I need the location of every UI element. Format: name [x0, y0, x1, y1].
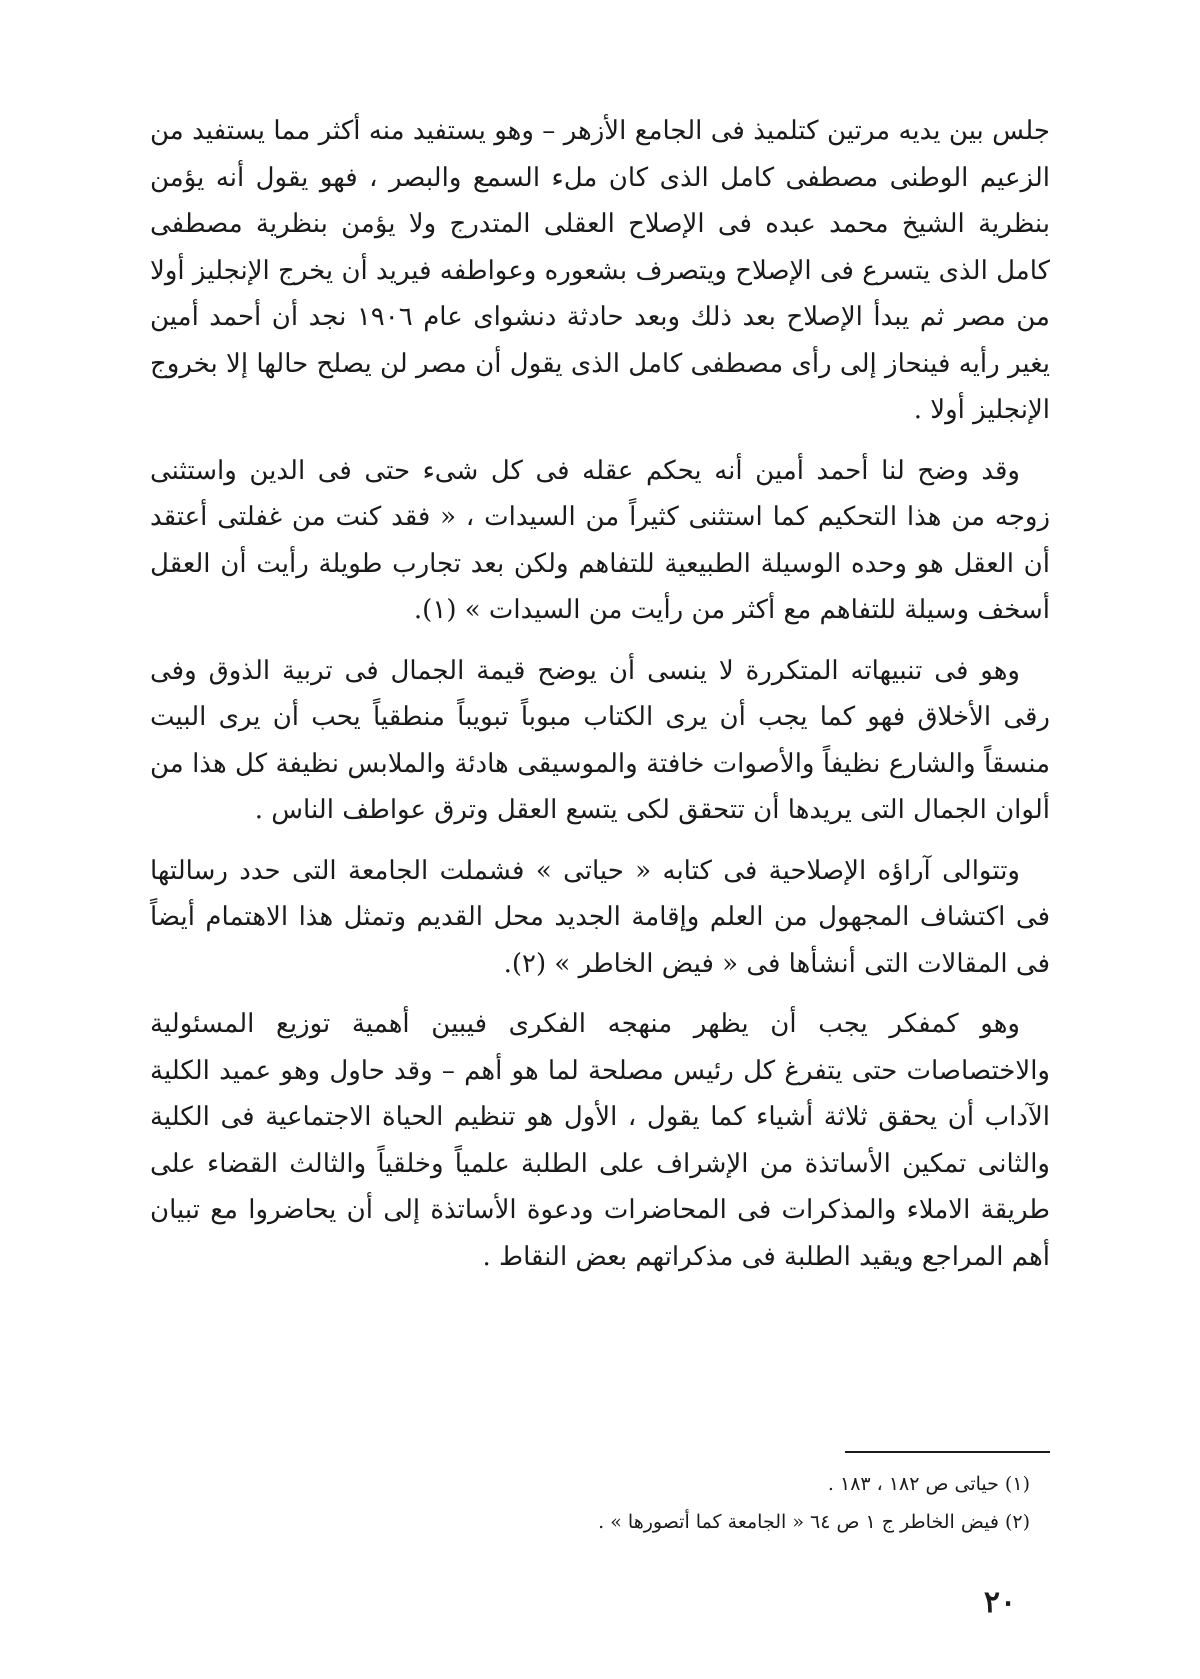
- footnote-1: (١) حياتى ص ١٨٢ ، ١٨٣ .: [827, 1473, 1030, 1495]
- footnote-separator: [845, 1451, 1050, 1453]
- paragraph-1: جلس بين يديه مرتين كتلميذ فى الجامع الأزهر – وهو يستفيد منه أكثر مما يستفيد من الزعيم الوطنى مصطفى كامل الذى كان ملء السمع والبصر ، فهو يقول أنه يؤمن بنظرية الشيخ محمد عبده فى الإصلاح العقلى المتدرج ولا يؤمن بنظرية مصطفى كامل الذى يتسرع فى الإصلاح ويتصرف بشعوره وعواطفه فيريد أن يخرج الإنجليز أولا من مصر ثم يبدأ الإصلاح بعد ذلك وبعد حادثة دنشواى عام ١٩٠٦ نجد أن أحمد أمين يغير رأيه فينحاز إلى رأى مصطفى كامل الذى يقول أن مصر لن يصلح حالها إلا بخروج الإنجليز أولا .: [150, 116, 1050, 425]
- paragraph-4: وتتوالى آراؤه الإصلاحية فى كتابه « حياتى » فشملت الجامعة التى حدد رسالتها فى اكتشاف المجهول من العلم وإقامة الجديد محل القديم وتمثل هذا الاهتمام أيضاً فى المقالات التى أنشأها فى « فيض الخاطر » (٢).: [150, 855, 1050, 979]
- footnote-2: (٢) فيض الخاطر ج ١ ص ٦٤ « الجامعة كما أتصورها » .: [598, 1511, 1030, 1533]
- body-text: [150, 108, 1050, 1294]
- footnotes: [150, 1465, 1050, 1541]
- paragraph-3: وهو فى تنبيهاته المتكررة لا ينسى أن يوضح قيمة الجمال فى تربية الذوق وفى رقى الأخلاق فهو كما يجب أن يرى الكتاب مبوباً تبويباً منطقياً يحب أن يرى البيت منسقاً والشارع نظيفاً والأصوات خافتة والموسيقى هادئة والملابس نظيفة كل هذا من ألوان الجمال التى يريدها أن تتحقق لكى يتسع العقل وترق عواطف الناس .: [150, 655, 1050, 825]
- page-number: ٢٠: [983, 1585, 1017, 1620]
- paragraph-2: وقد وضح لنا أحمد أمين أنه يحكم عقله فى كل شىء حتى فى الدين واستثنى زوجه من هذا التحكيم كما استثنى كثيراً من السيدات ، « فقد كنت من غفلتى أعتقد أن العقل هو وحده الوسيلة الطبيعية للتفاهم ولكن بعد تجارب طويلة رأيت أن العقل أسخف وسيلة للتفاهم مع أكثر من رأيت من السيدات » (١).: [150, 455, 1050, 625]
- paragraph-5: وهو كمفكر يجب أن يظهر منهجه الفكرى فيبين أهمية توزيع المسئولية والاختصاصات حتى يتفرغ كل رئيس مصلحة لما هو أهم – وقد حاول وهو عميد الكلية الآداب أن يحقق ثلاثة أشياء كما يقول ، الأول هو تنظيم الحياة الاجتماعية فى الكلية والثانى تمكين الأساتذة من الإشراف على الطلبة علمياً وخلقياً والثالث القضاء على طريقة الاملاء والمذكرات فى المحاضرات ودعوة الأساتذة إلى أن يحاضروا مع تبيان أهم المراجع ويقيد الطلبة فى مذكراتهم بعض النقاط .: [150, 1009, 1050, 1272]
